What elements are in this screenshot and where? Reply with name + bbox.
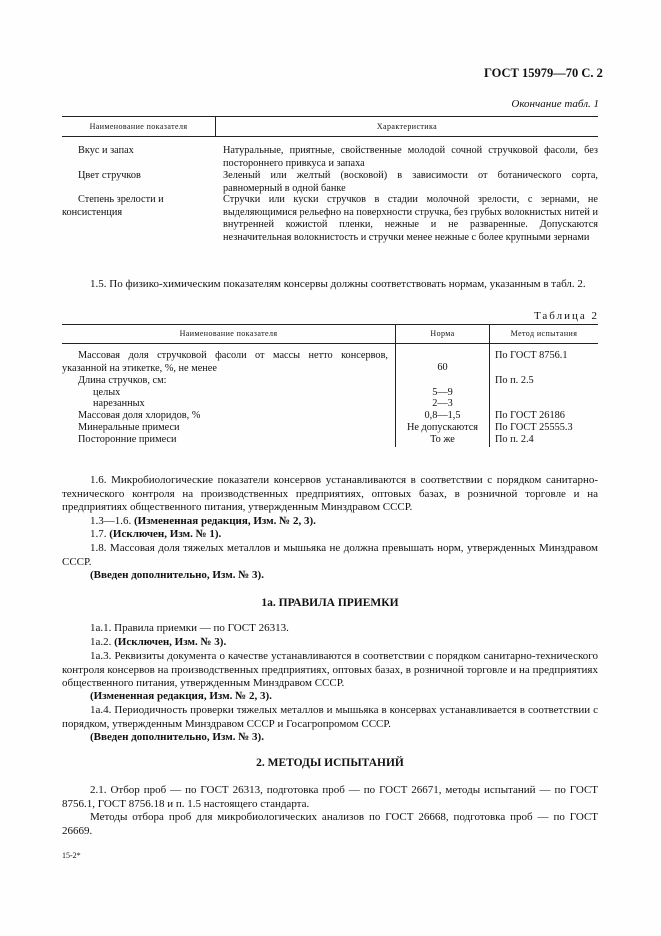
table2-row-method: По п. 2.5 xyxy=(495,375,534,386)
paragraph-1a-3: 1а.3. Реквизиты документа о качестве устанавливаются в соответствии с порядком санитарно-технического контроля консервов на производственных предприятиях, оптовых базах, в розничной торговле и на предприятиях общественного питания, утвержденным Минздравом СССР. xyxy=(62,650,598,689)
paragraph-1-6: 1.6. Микробиологические показатели консервов устанавливаются в соответствии с порядком санитарно-технического контроля на производственных предприятиях, оптовых базах, в розничной торговле и на предприятиях общественного питания, утвержденным Минздравом СССР. xyxy=(62,474,598,513)
table2-row-norm: То же xyxy=(430,434,455,445)
table2-header-name: Наименование показателя xyxy=(179,329,278,338)
paragraph-1a-2: 1а.2. (Исключен, Изм. № 3). xyxy=(90,636,227,648)
table2-row-norm: Не допускаются xyxy=(406,422,479,433)
table2-row-method: По ГОСТ 25555.3 xyxy=(495,422,573,433)
table2-row-norm: 5—9 xyxy=(432,387,453,398)
table1-row-value: Зеленый или желтый (восковой) в зависимости от ботанического сорта, равномерный в одной банке xyxy=(223,170,598,194)
paragraph-1a-4: 1а.4. Периодичность проверки тяжелых металлов и мышьяка в консервах устанавливается в соответствии с порядком, утвержденным Минздравом СССР и Госагропромом СССР. xyxy=(62,704,598,730)
page-header: ГОСТ 15979—70 С. 2 xyxy=(484,66,603,80)
table2-row-method: По п. 2.4 xyxy=(495,434,534,445)
table1-row-name: Степень зрелости и консистенция xyxy=(62,194,164,218)
table2-row-name: Длина стручков, см: xyxy=(78,375,167,386)
paragraph-1a-1: 1а.1. Правила приемки — по ГОСТ 26313. xyxy=(90,622,289,634)
table2-row-norm: 0,8—1,5 xyxy=(424,410,461,421)
paragraph-2-1: 2.1. Отбор проб — по ГОСТ 26313, подготовка проб — по ГОСТ 26671, методы испытаний — по ГОСТ 8756.1, ГОСТ 8756.18 и п. 1.5 настоящего стандарта. xyxy=(62,784,598,810)
table2-row-norm: 60 xyxy=(437,362,448,373)
table2-row-name: нарезанных xyxy=(93,398,145,409)
table2-row-name: целых xyxy=(93,387,121,398)
paragraph-1-7: 1.7. (Исключен, Изм. № 1). xyxy=(90,528,222,540)
table2-header-rule xyxy=(62,343,598,344)
table1-row-name: Цвет стручков xyxy=(78,170,141,181)
table1-header-name: Наименование показателя xyxy=(89,122,188,131)
amendment-1-3-1-6: 1.3—1.6. (Измененная редакция, Изм. № 2, 3). xyxy=(90,515,316,527)
table2-row-method: По ГОСТ 26186 xyxy=(495,410,565,421)
table1-caption: Окончание табл. 1 xyxy=(511,98,599,110)
amendment-1a-3: (Измененная редакция, Изм. № 2, 3). xyxy=(90,690,272,702)
table2-row-name: Минеральные примеси xyxy=(78,422,180,433)
table2-header-norm: Норма xyxy=(430,329,455,338)
table1-row-name: Вкус и запах xyxy=(78,145,134,156)
paragraph-1-8: 1.8. Массовая доля тяжелых металлов и мышьяка не должна превышать норм, утвержденных Минздравом СССР. xyxy=(62,542,598,568)
table1-header-characteristic: Характеристика xyxy=(376,122,438,131)
section-heading-1a: 1а. ПРАВИЛА ПРИЕМКИ xyxy=(261,597,399,609)
table2-column-divider xyxy=(489,324,490,447)
paragraph-1-5: 1.5. По физико-химическим показателям консервы должны соответствовать нормам, указанным в табл. 2. xyxy=(90,278,586,290)
table1-top-rule xyxy=(62,116,598,117)
table2-row-name: Массовая доля стручковой фасоли от массы нетто консервов, указанной на этикетке, %, не менее xyxy=(62,350,388,374)
table2-caption: Таблица 2 xyxy=(533,310,599,322)
paragraph-2-1-sampling: Методы отбора проб для микробиологических анализов по ГОСТ 26668, подготовка проб — по ГОСТ 26669. xyxy=(62,811,598,837)
table1-header-rule xyxy=(62,136,598,137)
table2-header-method: Метод испытания xyxy=(510,329,578,338)
table2-row-method: По ГОСТ 8756.1 xyxy=(495,350,568,361)
page-footer: 15-2* xyxy=(62,851,81,860)
amendment-1a-4: (Введен дополнительно, Изм. № 3). xyxy=(90,731,264,743)
section-heading-2: 2. МЕТОДЫ ИСПЫТАНИЙ xyxy=(256,757,404,769)
table2-top-rule xyxy=(62,324,598,325)
table2-row-name: Массовая доля хлоридов, % xyxy=(78,410,201,421)
table2-row-name: Посторонние примеси xyxy=(78,434,177,445)
table1-row-value: Стручки или куски стручков в стадии молочной зрелости, с зернами, не выделяющимися рельефно на поверхности стручка, без грубых волокнистых нитей и внутренней кожистой пленки, нежные и не разваренные. Допускаются незначительная волокнистость и стручки менее нежные с более крупными зернами xyxy=(223,194,598,243)
table1-row-value: Натуральные, приятные, свойственные молодой сочной стручковой фасоли, без постороннего привкуса и запаха xyxy=(223,145,598,169)
amendment-1-8: (Введен дополнительно, Изм. № 3). xyxy=(90,569,264,581)
table2-row-norm: 2—3 xyxy=(432,398,453,409)
